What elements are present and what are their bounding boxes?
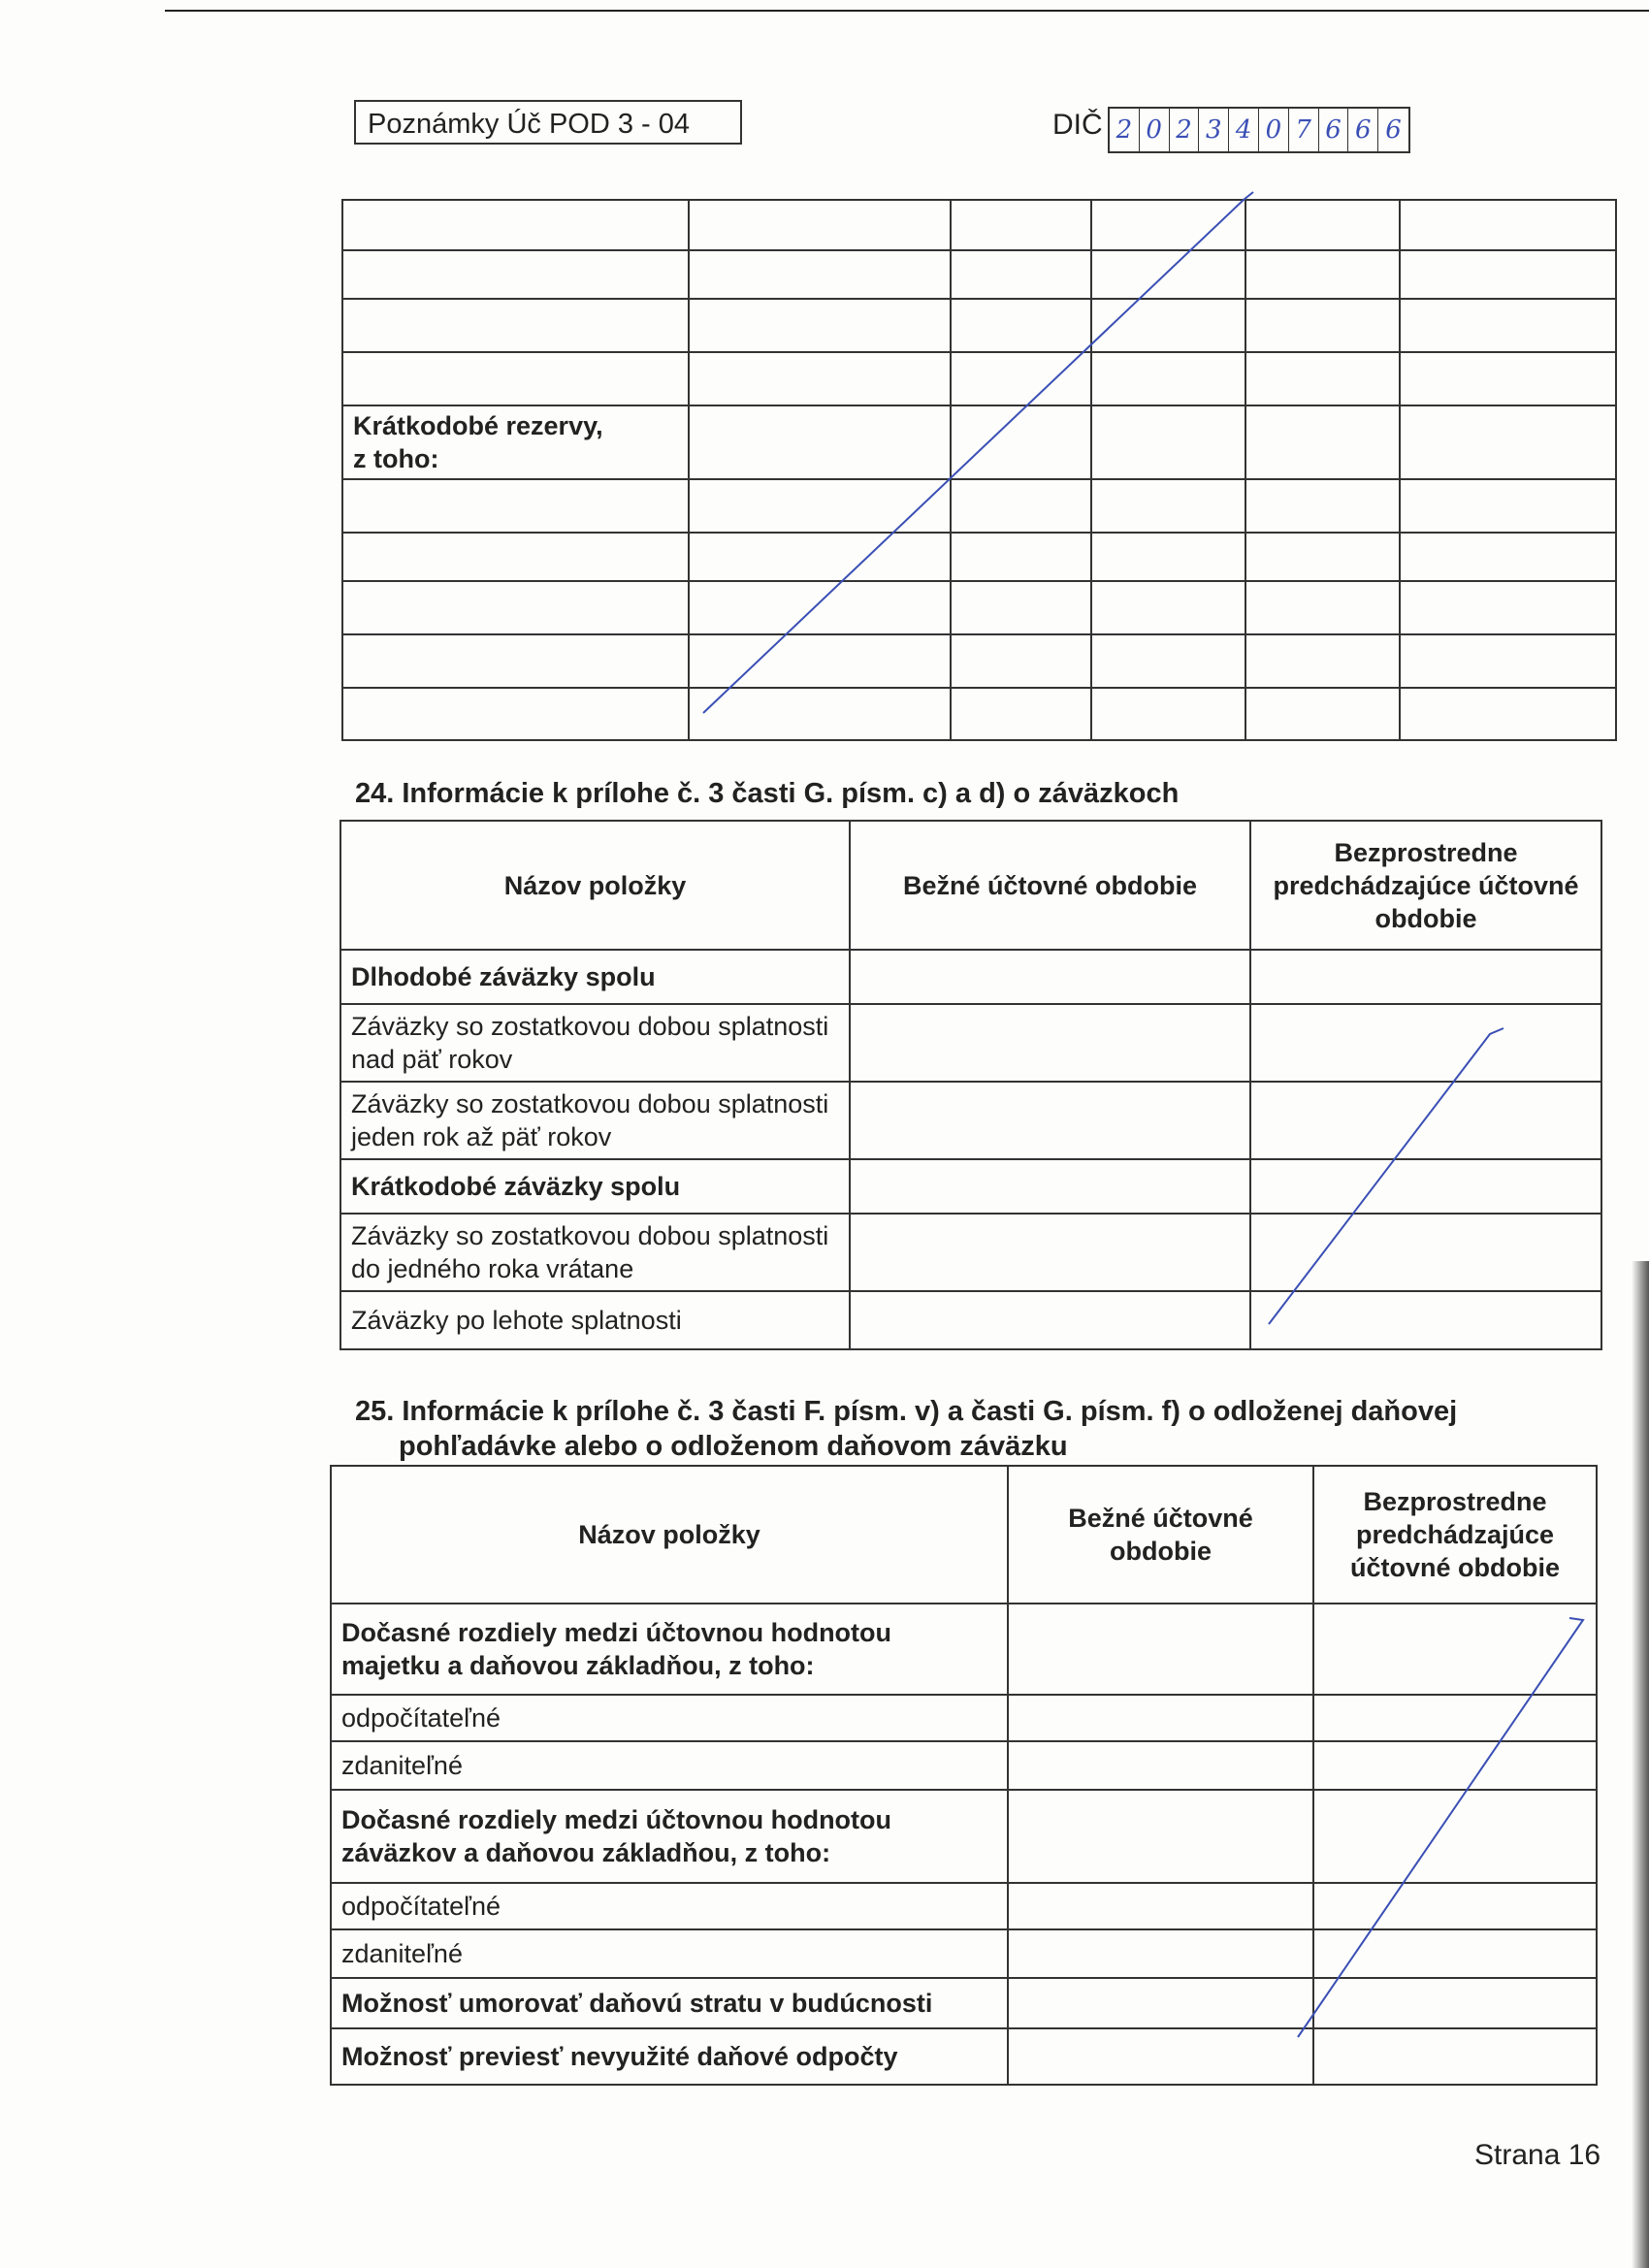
col-header-name: Názov položky bbox=[340, 821, 850, 950]
current-value-cell[interactable] bbox=[1008, 2028, 1313, 2085]
col-header-previous: Bezprostredne predchádzajúce účtovné obdobie bbox=[1313, 1466, 1597, 1604]
row-label: Záväzky po lehote splatnosti bbox=[340, 1291, 850, 1349]
row-label: Dočasné rozdiely medzi účtovnou hodnotou záväzkov a daňovou základňou, z toho: bbox=[331, 1790, 1008, 1883]
current-value-cell[interactable] bbox=[1008, 1741, 1313, 1790]
dic-digit[interactable]: 2 bbox=[1110, 109, 1140, 151]
dic-digit[interactable]: 2 bbox=[1170, 109, 1200, 151]
dic-digit[interactable]: 6 bbox=[1348, 109, 1378, 151]
liabilities-table bbox=[340, 820, 1602, 1350]
form-label-box bbox=[354, 100, 742, 145]
section-24-title: 24. Informácie k prílohe č. 3 časti G. písm. c) a d) o záväzkoch bbox=[355, 778, 1180, 809]
dic-digit[interactable]: 0 bbox=[1259, 109, 1289, 151]
short-term-reserves-label: Krátkodobé rezervy, z toho: bbox=[342, 405, 689, 479]
row-label: Záväzky so zostatkovou dobou splatnosti nad päť rokov bbox=[340, 1004, 850, 1082]
row-label: zdaniteľné bbox=[331, 1741, 1008, 1790]
reserves-table bbox=[341, 199, 1617, 741]
dic-digit[interactable]: 0 bbox=[1140, 109, 1170, 151]
current-value-cell[interactable] bbox=[850, 1004, 1250, 1082]
row-label: Možnosť previesť nevyužité daňové odpočty bbox=[331, 2028, 1008, 2085]
col-header-current: Bežné účtovné obdobie bbox=[1008, 1466, 1313, 1604]
previous-value-cell[interactable] bbox=[1313, 1929, 1597, 1978]
previous-value-cell[interactable] bbox=[1250, 1291, 1601, 1349]
current-value-cell[interactable] bbox=[850, 1291, 1250, 1349]
dic-digit[interactable]: 6 bbox=[1385, 115, 1402, 145]
dic-label: DIČ bbox=[1052, 109, 1103, 141]
previous-value-cell[interactable] bbox=[1250, 1004, 1601, 1082]
scan-right-shadow bbox=[1632, 1261, 1649, 2268]
row-label: odpočítateľné bbox=[331, 1883, 1008, 1929]
previous-value-cell[interactable] bbox=[1313, 1883, 1597, 1929]
col-header-current: Bežné účtovné obdobie bbox=[850, 821, 1250, 950]
previous-value-cell[interactable] bbox=[1313, 1604, 1597, 1695]
current-value-cell[interactable] bbox=[1008, 1790, 1313, 1883]
previous-value-cell[interactable] bbox=[1313, 1695, 1597, 1741]
col-header-name: Názov položky bbox=[331, 1466, 1008, 1604]
current-value-cell[interactable] bbox=[1008, 1695, 1313, 1741]
row-label: odpočítateľné bbox=[331, 1695, 1008, 1741]
current-value-cell[interactable] bbox=[850, 1214, 1250, 1291]
row-label: Záväzky so zostatkovou dobou splatnosti do jedného roka vrátane bbox=[340, 1214, 850, 1291]
row-label: Záväzky so zostatkovou dobou splatnosti jeden rok až päť rokov bbox=[340, 1082, 850, 1159]
current-value-cell[interactable] bbox=[1008, 1929, 1313, 1978]
dic-digit[interactable]: 3 bbox=[1199, 109, 1229, 151]
previous-value-cell[interactable] bbox=[1250, 1082, 1601, 1159]
scan-top-edge bbox=[165, 10, 1649, 12]
dic-field[interactable] bbox=[1108, 107, 1410, 153]
row-label: Dočasné rozdiely medzi účtovnou hodnotou majetku a daňovou základňou, z toho: bbox=[331, 1604, 1008, 1695]
dic-digit[interactable]: 7 bbox=[1289, 109, 1319, 151]
previous-value-cell[interactable] bbox=[1250, 1159, 1601, 1214]
previous-value-cell[interactable] bbox=[1313, 2028, 1597, 2085]
dic-digit[interactable]: 4 bbox=[1229, 109, 1259, 151]
row-label: Dlhodobé záväzky spolu bbox=[340, 950, 850, 1004]
current-value-cell[interactable] bbox=[850, 1082, 1250, 1159]
current-value-cell[interactable] bbox=[850, 950, 1250, 1004]
previous-value-cell[interactable] bbox=[1250, 950, 1601, 1004]
row-label: Krátkodobé záväzky spolu bbox=[340, 1159, 850, 1214]
previous-value-cell[interactable] bbox=[1313, 1978, 1597, 2028]
section-25-title: 25. Informácie k prílohe č. 3 časti F. písm. v) a časti G. písm. f) o odloženej daňovej pohľadávke alebo o odloženom daňovom záväzku bbox=[355, 1396, 1458, 1462]
previous-value-cell[interactable] bbox=[1250, 1214, 1601, 1291]
previous-value-cell[interactable] bbox=[1313, 1741, 1597, 1790]
row-label: zdaniteľné bbox=[331, 1929, 1008, 1978]
dic-digit[interactable]: 6 bbox=[1319, 109, 1349, 151]
page-number: Strana 16 bbox=[1474, 2139, 1601, 2171]
current-value-cell[interactable] bbox=[1008, 1604, 1313, 1695]
current-value-cell[interactable] bbox=[1008, 1978, 1313, 2028]
current-value-cell[interactable] bbox=[1008, 1883, 1313, 1929]
current-value-cell[interactable] bbox=[850, 1159, 1250, 1214]
row-label: Možnosť umorovať daňovú stratu v budúcnosti bbox=[331, 1978, 1008, 2028]
previous-value-cell[interactable] bbox=[1313, 1790, 1597, 1883]
form-label: Poznámky Úč POD 3 - 04 bbox=[368, 109, 690, 140]
col-header-previous: Bezprostredne predchádzajúce účtovné obdobie bbox=[1250, 821, 1601, 950]
deferred-tax-table bbox=[330, 1465, 1598, 2086]
